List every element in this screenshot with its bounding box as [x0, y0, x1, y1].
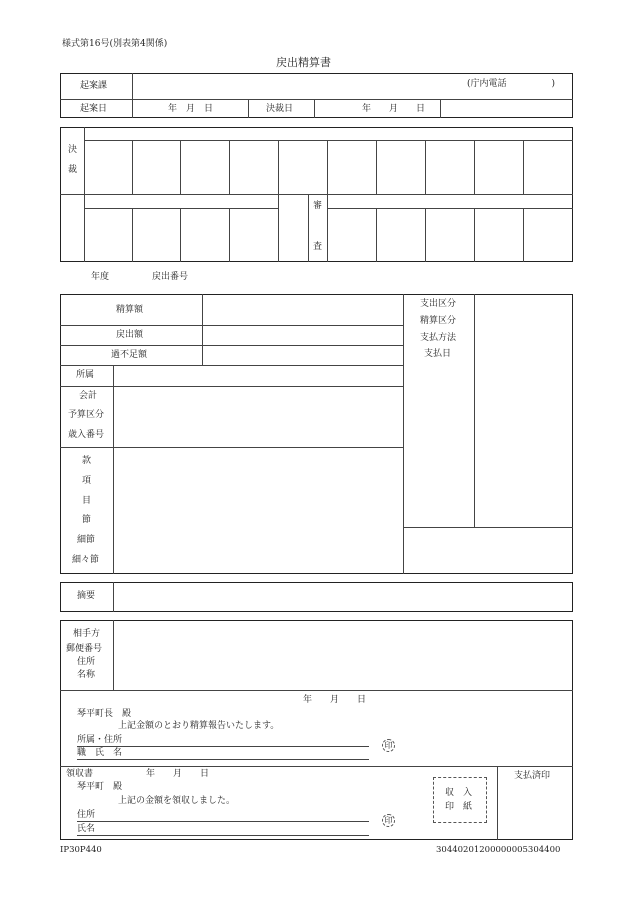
- seisan-kubun-label: 精算区分: [420, 316, 457, 326]
- divider: [132, 73, 133, 118]
- footer-left-code: IP30P440: [60, 845, 102, 855]
- shozoku-jusho-label: 所属・住所: [77, 735, 123, 745]
- underline: [77, 821, 369, 822]
- form-number: 様式第16号(別表第4関係): [62, 39, 168, 49]
- tekiyo-table: [60, 582, 573, 612]
- divider: [60, 447, 403, 448]
- divider: [278, 140, 279, 194]
- underline: [77, 835, 369, 836]
- divider: [376, 140, 377, 194]
- shiharai-hoho-label: 支払方法: [420, 333, 457, 343]
- divider: [180, 208, 181, 262]
- revenue-stamp-label-2: 印 紙: [445, 802, 473, 812]
- divider: [132, 208, 133, 262]
- divider: [84, 208, 278, 209]
- kessai-bi-date: 年 月 日: [362, 104, 426, 114]
- divider: [248, 99, 249, 118]
- shishutsu-kubun-label: 支出区分: [420, 299, 457, 309]
- divider: [308, 194, 309, 262]
- divider: [474, 140, 475, 194]
- shinsa-label-1: 審: [313, 201, 323, 211]
- shokumei-label: 職 氏 名: [77, 748, 123, 758]
- nendo-label: 年度: [91, 272, 110, 282]
- shiharai-bi-label: 支払日: [424, 349, 452, 359]
- revenue-stamp-label-1: 収 入: [445, 788, 473, 798]
- receipt-message: 上記の金額を領収しました。: [118, 796, 236, 806]
- divider: [180, 140, 181, 194]
- divider: [132, 140, 133, 194]
- revenue-stamp-box: [433, 777, 487, 823]
- moku-label: 目: [82, 496, 92, 506]
- kou-label: 項: [82, 476, 92, 486]
- report-addressee: 琴平町長 殿: [77, 709, 132, 719]
- kian-ka-label: 起案課: [80, 81, 108, 91]
- shinsa-label-2: 査: [313, 242, 323, 252]
- divider: [523, 140, 524, 194]
- receipt-shimei-label: 氏名: [77, 824, 96, 834]
- aitekata-label: 相手方: [73, 629, 101, 639]
- divider: [425, 140, 426, 194]
- divider: [60, 690, 573, 691]
- kessai-label-1: 決: [68, 145, 78, 155]
- kan-label: 款: [82, 456, 92, 466]
- divider: [229, 208, 230, 262]
- receipt-jusho-label: 住所: [77, 810, 96, 820]
- divider: [278, 194, 279, 262]
- kafusoku-gaku-label: 過不足額: [111, 350, 148, 360]
- paid-stamp-label: 支払済印: [514, 771, 551, 781]
- divider: [113, 365, 114, 574]
- divider: [60, 325, 403, 326]
- divider: [60, 345, 403, 346]
- kessai-bi-label: 決裁日: [266, 104, 294, 114]
- meisho-label: 名称: [77, 670, 96, 680]
- page-title: 戻出精算書: [276, 56, 331, 69]
- divider: [60, 99, 573, 100]
- tekiyo-label: 摘要: [77, 591, 96, 601]
- divider: [229, 140, 230, 194]
- divider: [314, 99, 315, 118]
- kian-bi-label: 起案日: [80, 104, 108, 114]
- underline: [77, 759, 369, 760]
- reishutsu-bango-label: 戻出番号: [152, 272, 189, 282]
- divider: [113, 582, 114, 612]
- divider: [327, 140, 328, 194]
- shozoku-label: 所属: [76, 370, 95, 380]
- sainyu-bango-label: 歳入番号: [68, 430, 105, 440]
- chonai-denwa-field: (庁内電話 ): [467, 79, 556, 89]
- divider: [60, 194, 573, 195]
- divider: [474, 208, 475, 262]
- divider: [425, 208, 426, 262]
- divider: [497, 766, 498, 840]
- divider: [474, 294, 475, 527]
- divider: [440, 99, 441, 118]
- yosan-kubun-label: 予算区分: [68, 410, 105, 420]
- divider: [376, 208, 377, 262]
- report-date: 年 月 日: [303, 695, 367, 705]
- seisan-gaku-label: 精算額: [116, 305, 144, 315]
- divider: [84, 140, 573, 141]
- divider: [202, 294, 203, 365]
- divider: [327, 194, 328, 262]
- report-message: 上記金額のとおり精算報告いたします。: [118, 721, 280, 731]
- jusho-label: 住所: [77, 657, 96, 667]
- divider: [60, 386, 403, 387]
- divider: [403, 527, 573, 528]
- yubin-bango-label: 郵便番号: [66, 644, 103, 654]
- receipt-date: 年 月 日: [146, 769, 210, 779]
- divider: [327, 208, 573, 209]
- saisaisetsu-label: 細々節: [72, 555, 100, 565]
- kian-bi-date: 年 月 日: [168, 104, 214, 114]
- report-seal-icon: 印: [382, 739, 395, 752]
- reishutsu-gaku-label: 戻出額: [116, 330, 144, 340]
- receipt-seal-icon: 印: [382, 814, 395, 827]
- divider: [113, 620, 114, 690]
- divider: [60, 365, 403, 366]
- divider: [403, 294, 404, 574]
- setsu-label: 節: [82, 515, 92, 525]
- receipt-addressee: 琴平町 殿: [77, 782, 123, 792]
- receipt-title: 領収書: [66, 769, 94, 779]
- saisetsu-label: 細節: [77, 535, 96, 545]
- footer-right-code: 30440201200000005304400: [436, 845, 561, 855]
- divider: [523, 208, 524, 262]
- kaikei-label: 会計: [79, 391, 98, 401]
- kessai-label-2: 裁: [68, 165, 78, 175]
- underline: [77, 746, 369, 747]
